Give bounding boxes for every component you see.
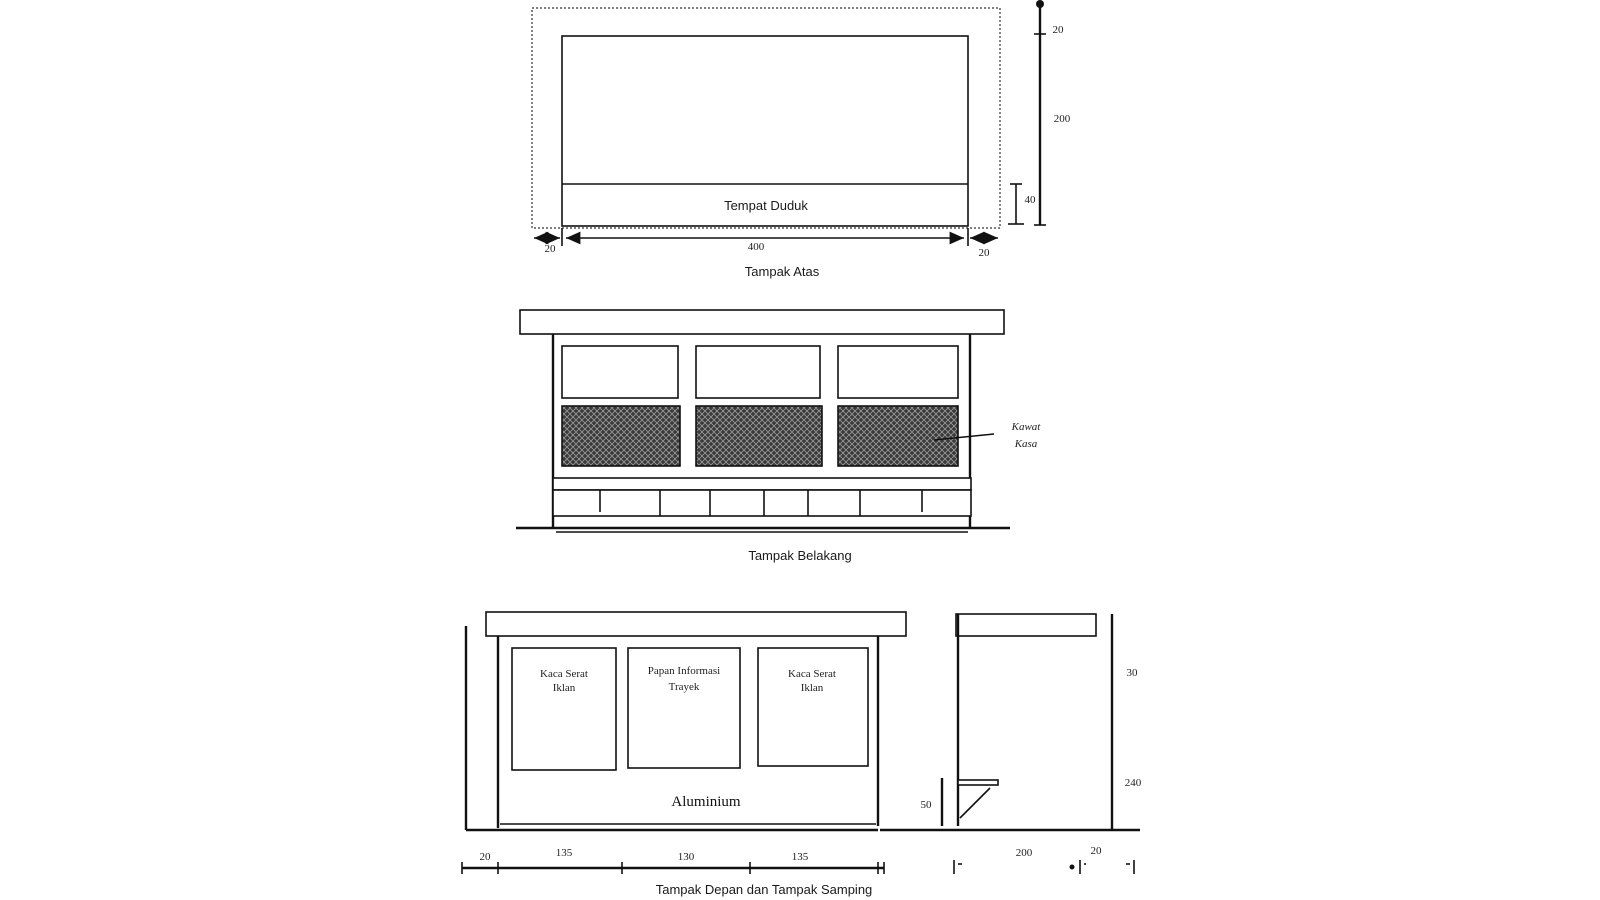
seat-label: Tempat Duduk	[724, 198, 808, 213]
side-seat-board	[958, 780, 998, 785]
dim-front-right-label: 135	[791, 851, 809, 863]
panel-center-line1: Papan Informasi	[647, 665, 721, 677]
mesh-label-line1: Kawat	[1011, 421, 1041, 433]
dim-right-label: 20	[978, 247, 990, 259]
front-panel-left	[512, 648, 616, 770]
dim-dot	[1036, 0, 1044, 8]
top-view-caption: Tampak Atas	[744, 264, 820, 279]
dim-side-depth-label: 200	[1015, 847, 1033, 859]
dim-side-roof-label: 30	[1126, 667, 1138, 679]
rear-window-2	[696, 346, 820, 398]
rear-roof	[520, 310, 1004, 334]
rear-bench-rail	[553, 478, 971, 490]
dim-front-edge-label: 20	[479, 851, 491, 863]
panel-right-line1: Kaca Serat	[788, 668, 836, 680]
panel-right-line2: Iklan	[800, 682, 824, 694]
rear-view-caption: Tampak Belakang	[748, 548, 852, 563]
front-view	[462, 612, 906, 874]
dim-seat-label: 40	[1024, 194, 1036, 206]
dim-left-label: 20	[544, 243, 556, 255]
dim-side-seat-label: 50	[920, 799, 932, 811]
rear-mesh-panel-2	[696, 406, 822, 466]
rear-bench-base	[553, 490, 971, 516]
dim-dot	[1070, 865, 1075, 870]
rear-window-3	[838, 346, 958, 398]
rear-window-1	[562, 346, 678, 398]
side-view	[880, 614, 1142, 874]
front-roof	[486, 612, 906, 636]
top-view	[532, 0, 1071, 279]
side-roof	[956, 614, 1096, 636]
panel-left-line1: Kaca Serat	[540, 668, 588, 680]
dim-top-label: 20	[1052, 24, 1064, 36]
rear-view	[516, 310, 1041, 563]
front-panel-right	[758, 648, 868, 766]
dim-side-edge-label: 20	[1090, 845, 1102, 857]
side-seat-brace	[960, 788, 990, 818]
panel-center-line2: Trayek	[668, 681, 700, 693]
rear-mesh-panel-1	[562, 406, 680, 466]
dim-front-left-label: 135	[555, 847, 573, 859]
front-side-view-caption: Tampak Depan dan Tampak Samping	[655, 882, 873, 897]
material-label: Aluminium	[671, 794, 741, 810]
rear-mesh-panel-3	[838, 406, 958, 466]
mesh-label-line2: Kasa	[1014, 438, 1038, 450]
dim-width-label: 400	[747, 241, 765, 253]
dim-depth-label: 200	[1053, 113, 1071, 125]
panel-left-line2: Iklan	[552, 682, 576, 694]
dim-front-center-label: 130	[677, 851, 695, 863]
dim-side-height-label: 240	[1124, 777, 1142, 789]
